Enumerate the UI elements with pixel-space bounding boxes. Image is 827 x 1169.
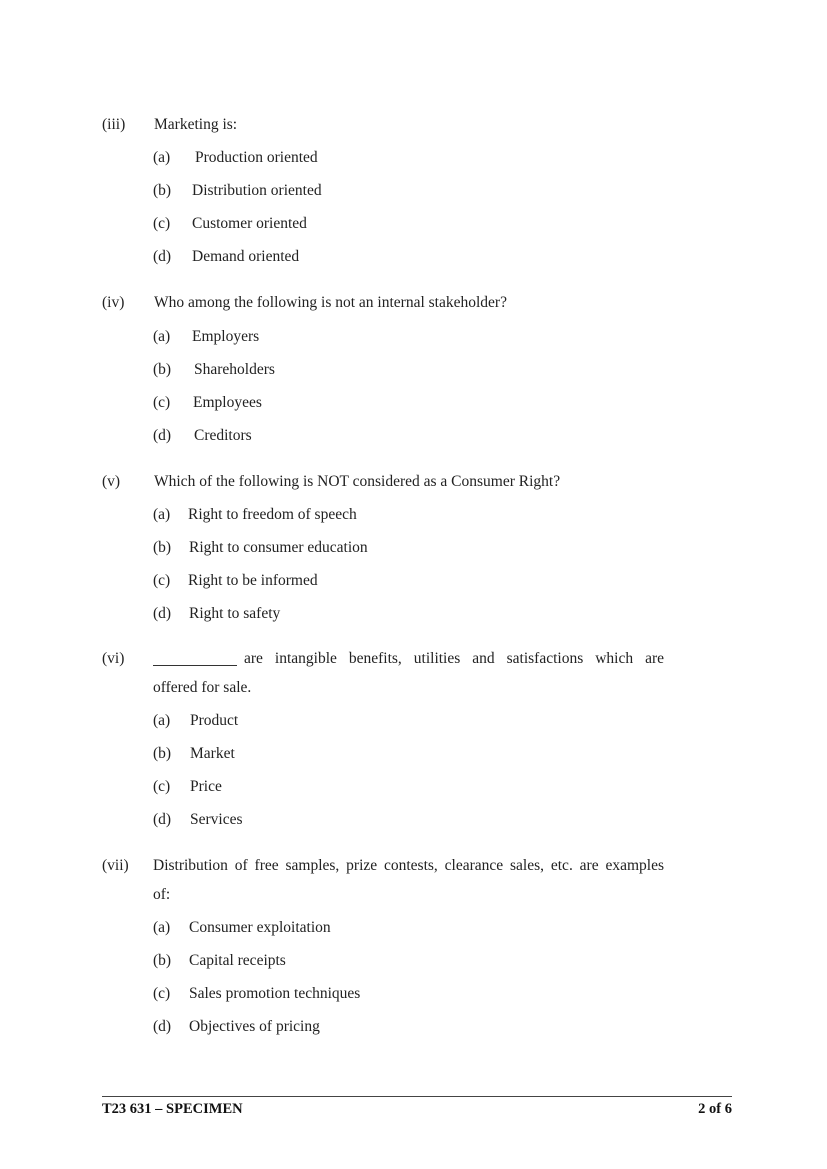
option-text: Right to be informed: [188, 572, 318, 589]
option-text: Shareholders: [194, 361, 275, 378]
option-letter: (b): [153, 182, 172, 199]
paper-code: T23 631 – SPECIMEN: [102, 1101, 243, 1117]
option-text: Sales promotion techniques: [189, 985, 361, 1002]
option-letter: (a): [153, 712, 171, 729]
option-letter: (d): [153, 811, 172, 828]
option-text: Production oriented: [195, 149, 318, 166]
option-text: Right to consumer education: [189, 539, 368, 556]
question-text-line2: of:: [153, 886, 171, 903]
option-letter: (a): [153, 328, 171, 345]
option-letter: (b): [153, 952, 172, 969]
option-letter: (b): [153, 745, 172, 762]
option-letter: (d): [153, 248, 172, 265]
question-number: (vi): [102, 650, 125, 667]
option-letter: (b): [153, 361, 172, 378]
option-letter: (d): [153, 427, 172, 444]
fill-in-blank-line: [153, 665, 237, 666]
question-number: (iii): [102, 116, 126, 133]
option-letter: (a): [153, 149, 171, 166]
option-letter: (c): [153, 215, 171, 232]
question-text-line2: offered for sale.: [153, 679, 252, 696]
option-letter: (d): [153, 605, 172, 622]
option-text: Distribution oriented: [192, 182, 322, 199]
option-text: Objectives of pricing: [189, 1018, 320, 1035]
question-text: Who among the following is not an internal stakeholder?: [154, 294, 507, 311]
option-text: Consumer exploitation: [189, 919, 331, 936]
footer-divider: [102, 1096, 732, 1097]
page-number: 2 of 6: [698, 1101, 732, 1117]
question-text-line1: are intangible benefits, utilities and satisfactions which are: [244, 650, 664, 667]
option-text: Capital receipts: [189, 952, 286, 969]
option-letter: (c): [153, 394, 171, 411]
option-text: Customer oriented: [192, 215, 307, 232]
question-text: Marketing is:: [154, 116, 238, 133]
question-number: (vii): [102, 857, 129, 874]
question-number: (iv): [102, 294, 125, 311]
option-text: Right to freedom of speech: [188, 506, 357, 523]
option-letter: (a): [153, 919, 171, 936]
option-letter: (c): [153, 572, 171, 589]
option-letter: (c): [153, 985, 171, 1002]
option-text: Market: [190, 745, 235, 762]
option-text: Price: [190, 778, 222, 795]
option-text: Demand oriented: [192, 248, 300, 265]
option-text: Employers: [192, 328, 260, 345]
option-text: Right to safety: [189, 605, 281, 622]
question-number: (v): [102, 473, 121, 490]
option-text: Creditors: [194, 427, 252, 444]
option-letter: (b): [153, 539, 172, 556]
option-letter: (c): [153, 778, 171, 795]
option-letter: (a): [153, 506, 171, 523]
question-text: Which of the following is NOT considered as a Consumer Right?: [154, 473, 561, 490]
option-text: Employees: [193, 394, 262, 411]
option-text: Services: [190, 811, 243, 828]
question-text-line1: Distribution of free samples, prize contests, clearance sales, etc. are examples: [153, 857, 664, 874]
option-letter: (d): [153, 1018, 172, 1035]
option-text: Product: [190, 712, 239, 729]
